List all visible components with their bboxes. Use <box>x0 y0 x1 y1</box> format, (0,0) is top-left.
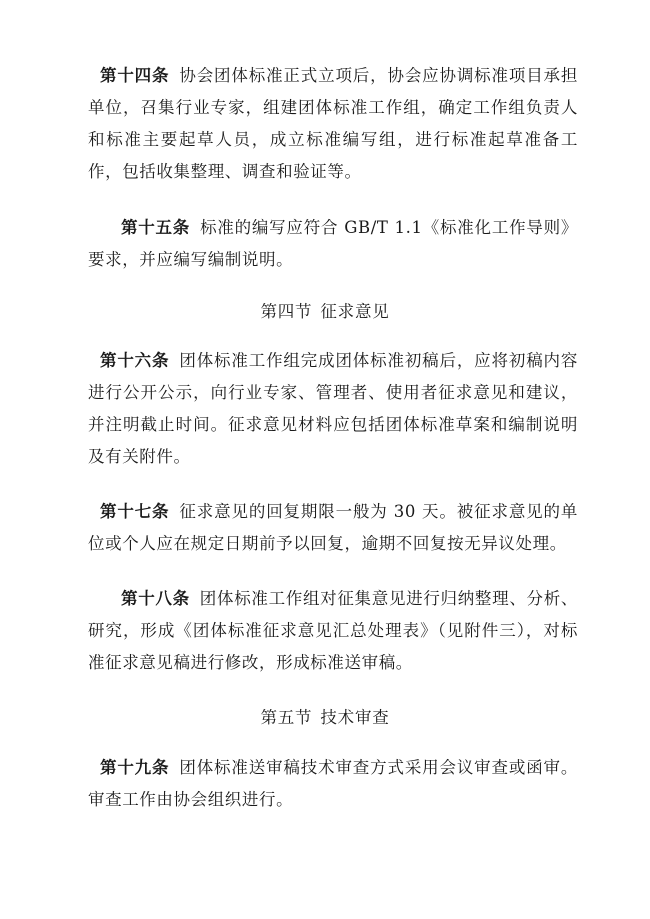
article-17-label: 第十七条 <box>100 502 170 521</box>
section-4-heading <box>0 296 650 328</box>
article-18-text: 团体标准工作组对征集意见进行归纳整理、分析、研究，形成《团体标准征求意见汇总处理表》（见附件三），对标准征求意见稿进行修改，形成标准送审稿。 <box>88 589 579 672</box>
article-19 <box>88 752 578 816</box>
article-16-label: 第十六条 <box>100 351 170 370</box>
article-15 <box>88 212 578 276</box>
article-15-label: 第十五条 <box>121 218 191 237</box>
article-16-text: 团体标准工作组完成团体标准初稿后，应将初稿内容进行公开公示，向行业专家、管理者、使用者征求意见和建议，并注明截止时间。征求意见材料应包括团体标准草案和编制说明及有关附件。 <box>88 351 578 466</box>
article-18-label: 第十八条 <box>121 589 190 608</box>
article-16 <box>88 345 578 473</box>
article-14 <box>88 60 578 188</box>
section-4-number: 第四节 <box>260 302 313 321</box>
article-14-text: 协会团体标准正式立项后，协会应协调标准项目承担单位，召集行业专家，组建团体标准工作组，确定工作组负责人和标准主要起草人员，成立标准编写组，进行标准起草准备工作，包括收集整理、调查和验证等。 <box>88 66 578 181</box>
article-17 <box>88 496 578 560</box>
article-14-label: 第十四条 <box>100 66 170 85</box>
section-5-heading <box>0 702 650 734</box>
article-17-text: 征求意见的回复期限一般为 30 天。被征求意见的单位或个人应在规定日期前予以回复，逾期不回复按无异议处理。 <box>88 502 578 553</box>
section-5-title: 技术审查 <box>320 708 390 727</box>
article-15-text: 标准的编写应符合 GB/T 1.1《标准化工作导则》要求，并应编写编制说明。 <box>88 218 578 269</box>
article-19-label: 第十九条 <box>100 758 170 777</box>
section-5-number: 第五节 <box>260 708 313 727</box>
article-19-text: 团体标准送审稿技术审查方式采用会议审查或函审。审查工作由协会组织进行。 <box>88 758 578 809</box>
article-18 <box>88 583 578 679</box>
section-4-title: 征求意见 <box>320 302 390 321</box>
